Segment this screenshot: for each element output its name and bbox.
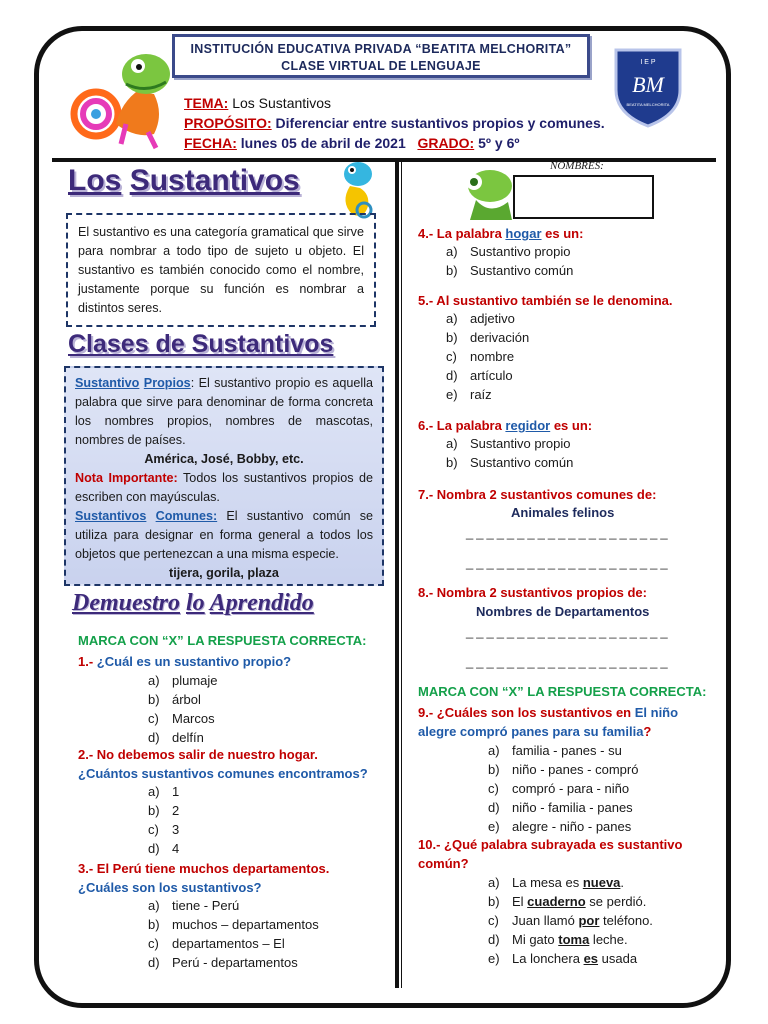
propios-paragraph: Sustantivo Propios: El sustantivo propio es aquella palabra que sirve para denominar de forma concreta los nombres propios, nombres de mascotas, nombres de países.: [75, 376, 373, 447]
question-1-option[interactable]: [148, 690, 218, 709]
question-4-options: [446, 242, 573, 280]
question-4-option[interactable]: [446, 242, 573, 261]
option-letter: e): [488, 819, 500, 834]
instruction-left: MARCA CON “X” LA RESPUESTA CORRECTA:: [78, 633, 367, 648]
option-text: La mesa es: [512, 875, 583, 890]
question-2-option[interactable]: [148, 820, 179, 839]
question-2-option[interactable]: [148, 782, 179, 801]
question-3-option[interactable]: [148, 915, 319, 934]
question-3-option[interactable]: [148, 953, 319, 972]
answer-blank-7b[interactable]: ____________________: [466, 555, 671, 570]
option-text: El: [512, 894, 528, 909]
question-5-option[interactable]: [446, 347, 529, 366]
school-header: [172, 34, 590, 78]
option-text: 2: [172, 803, 180, 818]
tema-line: TEMA: Los Sustantivos: [184, 95, 332, 111]
option-text: raíz: [470, 387, 492, 402]
question-4-option[interactable]: [446, 261, 573, 280]
option-text: Sustantivo propio: [470, 244, 571, 259]
question-9: 9.- ¿Cuáles son los sustantivos en El niño alegre compró panes para su familia?: [418, 705, 679, 739]
question-3: 3.- El Perú tiene muchos departamentos. ¿Cuáles son los sustantivos?: [78, 861, 330, 895]
question-5-option[interactable]: [446, 309, 529, 328]
option-letter: c): [148, 936, 159, 951]
question-9-option[interactable]: [488, 817, 638, 836]
clases-box: [64, 366, 384, 586]
logo-bottom-text: BEATITA MELCHORITA: [626, 102, 670, 107]
answer-blank-8a[interactable]: ____________________: [466, 624, 671, 639]
question-5-option[interactable]: [446, 366, 529, 385]
question-7-subtitle: Animales felinos: [511, 505, 615, 520]
question-6-option[interactable]: [446, 453, 573, 472]
question-8: 8.- Nombra 2 sustantivos propios de:: [418, 585, 647, 600]
question-10-options: [488, 873, 653, 968]
option-letter: a): [446, 436, 458, 451]
option-letter: a): [488, 743, 500, 758]
class-name: CLASE VIRTUAL DE LENGUAJE: [281, 59, 481, 73]
option-letter: b): [488, 762, 500, 777]
option-text: delfín: [172, 730, 204, 745]
question-7: 7.- Nombra 2 sustantivos comunes de:: [418, 487, 657, 502]
divider-horizontal: [52, 158, 716, 162]
option-letter: a): [446, 311, 458, 326]
question-6-option[interactable]: [446, 434, 573, 453]
option-text: se perdió.: [585, 894, 647, 909]
option-letter: d): [148, 841, 160, 856]
title-clases-de-sustantivos: Clases de Sustantivos: [68, 330, 334, 358]
option-text: Sustantivo común: [470, 455, 574, 470]
option-letter: d): [148, 955, 160, 970]
question-1-option[interactable]: [148, 671, 218, 690]
question-6: 6.- La palabra regidor es un:: [418, 418, 593, 433]
comunes-paragraph: Sustantivos Comunes: El sustantivo común se utiliza para designar en forma general a todos los objetos que pertenezcan a una misma especie.: [75, 509, 374, 561]
option-letter: a): [148, 784, 160, 799]
question-10-option[interactable]: [488, 873, 653, 892]
option-text: 1: [172, 784, 180, 799]
option-letter: c): [148, 711, 159, 726]
question-10-option[interactable]: [488, 911, 653, 930]
underlined-word: es: [583, 951, 599, 966]
question-9-option[interactable]: [488, 779, 638, 798]
question-9-option[interactable]: [488, 760, 638, 779]
option-letter: b): [148, 692, 160, 707]
option-text: Sustantivo propio: [470, 436, 571, 451]
question-10-option[interactable]: [488, 949, 653, 968]
question-4: 4.- La palabra hogar es un:: [418, 226, 584, 241]
underlined-word: por: [578, 913, 600, 928]
question-9-option[interactable]: [488, 798, 638, 817]
option-text: alegre - niño - panes: [512, 819, 632, 834]
question-10: 10.- ¿Qué palabra subrayada es sustantivo común?: [418, 837, 683, 871]
title-demuestro-lo-aprendido: Demuestro lo Aprendido: [72, 590, 314, 616]
option-letter: b): [148, 803, 160, 818]
option-text: usada: [598, 951, 638, 966]
option-letter: d): [488, 932, 500, 947]
intro-text: El sustantivo es una categoría gramatical que sirve para nombrar a todo tipo de sujeto u objeto. El sustantivo es también conocido como el nombre, justamente porque su función es nombrar a distintos seres.: [78, 225, 364, 315]
title-los-sustantivos: Los Sustantivos: [68, 164, 300, 197]
intro-box: [66, 213, 376, 327]
option-letter: c): [488, 913, 499, 928]
logo-top-text: I E P: [640, 59, 656, 66]
question-2-option[interactable]: [148, 839, 179, 858]
option-text: teléfono.: [599, 913, 653, 928]
option-text: niño - panes - compró: [512, 762, 639, 777]
question-3-option[interactable]: [148, 896, 319, 915]
nombres-field[interactable]: [513, 175, 654, 219]
option-letter: a): [148, 673, 160, 688]
chameleon-right-illustration: [456, 162, 522, 224]
answer-blank-7a[interactable]: ____________________: [466, 525, 671, 540]
question-10-option[interactable]: [488, 892, 653, 911]
option-text: derivación: [470, 330, 530, 345]
option-text: Marcos: [172, 711, 215, 726]
question-1-options: [148, 671, 218, 747]
option-text: Juan llamó: [512, 913, 579, 928]
option-text: leche.: [589, 932, 628, 947]
nombres-label: NOMBRES:: [550, 160, 604, 172]
option-text: familia - panes - su: [512, 743, 622, 758]
underlined-word: cuaderno: [527, 894, 586, 909]
option-letter: a): [148, 898, 160, 913]
option-letter: e): [488, 951, 500, 966]
option-letter: b): [446, 330, 458, 345]
question-2-options: [148, 782, 179, 858]
option-letter: a): [488, 875, 500, 890]
question-2-option[interactable]: [148, 801, 179, 820]
underlined-word: toma: [558, 932, 590, 947]
question-10-option[interactable]: [488, 930, 653, 949]
answer-blank-8b[interactable]: ____________________: [466, 654, 671, 669]
option-letter: b): [488, 894, 500, 909]
school-logo: [612, 46, 684, 128]
propios-examples: América, José, Bobby, etc.: [144, 452, 304, 466]
option-text: Sustantivo común: [470, 263, 574, 278]
question-5-option[interactable]: [446, 385, 529, 404]
question-1: 1.- ¿Cuál es un sustantivo propio?: [78, 654, 292, 669]
option-text: artículo: [470, 368, 513, 383]
option-letter: d): [488, 800, 500, 815]
option-text: nombre: [470, 349, 515, 364]
option-text: 3: [172, 822, 180, 837]
option-text: departamentos – El: [172, 936, 285, 951]
option-text: plumaje: [172, 673, 218, 688]
divider-vertical: [395, 160, 399, 988]
fecha-line: FECHA: lunes 05 de abril de 2021 GRADO: 5º y 6º: [184, 135, 520, 151]
option-letter: b): [446, 263, 458, 278]
instruction-right: MARCA CON “X” LA RESPUESTA CORRECTA:: [418, 684, 707, 699]
option-letter: b): [148, 917, 160, 932]
option-text: muchos – departamentos: [172, 917, 319, 932]
option-text: .: [620, 875, 625, 890]
option-text: Perú - departamentos: [172, 955, 298, 970]
question-5: 5.- Al sustantivo también se le denomina.: [418, 293, 673, 308]
question-2: 2.- No debemos salir de nuestro hogar. ¿Cuántos sustantivos comunes encontramos?: [78, 747, 368, 781]
option-letter: c): [446, 349, 457, 364]
option-letter: c): [488, 781, 499, 796]
proposito-line: PROPÓSITO: Diferenciar entre sustantivos propios y comunes.: [184, 115, 605, 131]
question-5-option[interactable]: [446, 328, 529, 347]
comunes-examples: tijera, gorila, plaza: [169, 566, 279, 580]
option-letter: d): [148, 730, 160, 745]
option-text: 4: [172, 841, 180, 856]
school-name: INSTITUCIÓN EDUCATIVA PRIVADA “BEATITA MELCHORITA”: [190, 42, 572, 56]
question-5-options: [446, 309, 529, 404]
question-6-options: [446, 434, 573, 472]
question-8-subtitle: Nombres de Departamentos: [476, 604, 650, 619]
option-letter: e): [446, 387, 458, 402]
option-letter: c): [148, 822, 159, 837]
question-3-option[interactable]: [148, 934, 319, 953]
underlined-word: nueva: [582, 875, 621, 890]
question-9-option[interactable]: [488, 741, 638, 760]
option-text: niño - familia - panes: [512, 800, 633, 815]
question-9-options: [488, 741, 638, 836]
option-letter: a): [446, 244, 458, 259]
logo-letters: BM: [632, 72, 664, 97]
divider-vertical-thin: [401, 160, 402, 988]
option-text: tiene - Perú: [172, 898, 240, 913]
option-letter: b): [446, 455, 458, 470]
nota-importante: Nota Importante: Todos los sustantivos propios de escriben con mayúsculas.: [75, 471, 373, 504]
option-text: árbol: [172, 692, 201, 707]
chameleon-illustration: [66, 44, 176, 152]
option-text: Mi gato: [512, 932, 559, 947]
option-text: compró - para - niño: [512, 781, 630, 796]
option-text: La lonchera: [512, 951, 584, 966]
option-letter: d): [446, 368, 458, 383]
question-1-option[interactable]: [148, 709, 218, 728]
question-3-options: [148, 896, 319, 972]
option-text: adjetivo: [470, 311, 515, 326]
